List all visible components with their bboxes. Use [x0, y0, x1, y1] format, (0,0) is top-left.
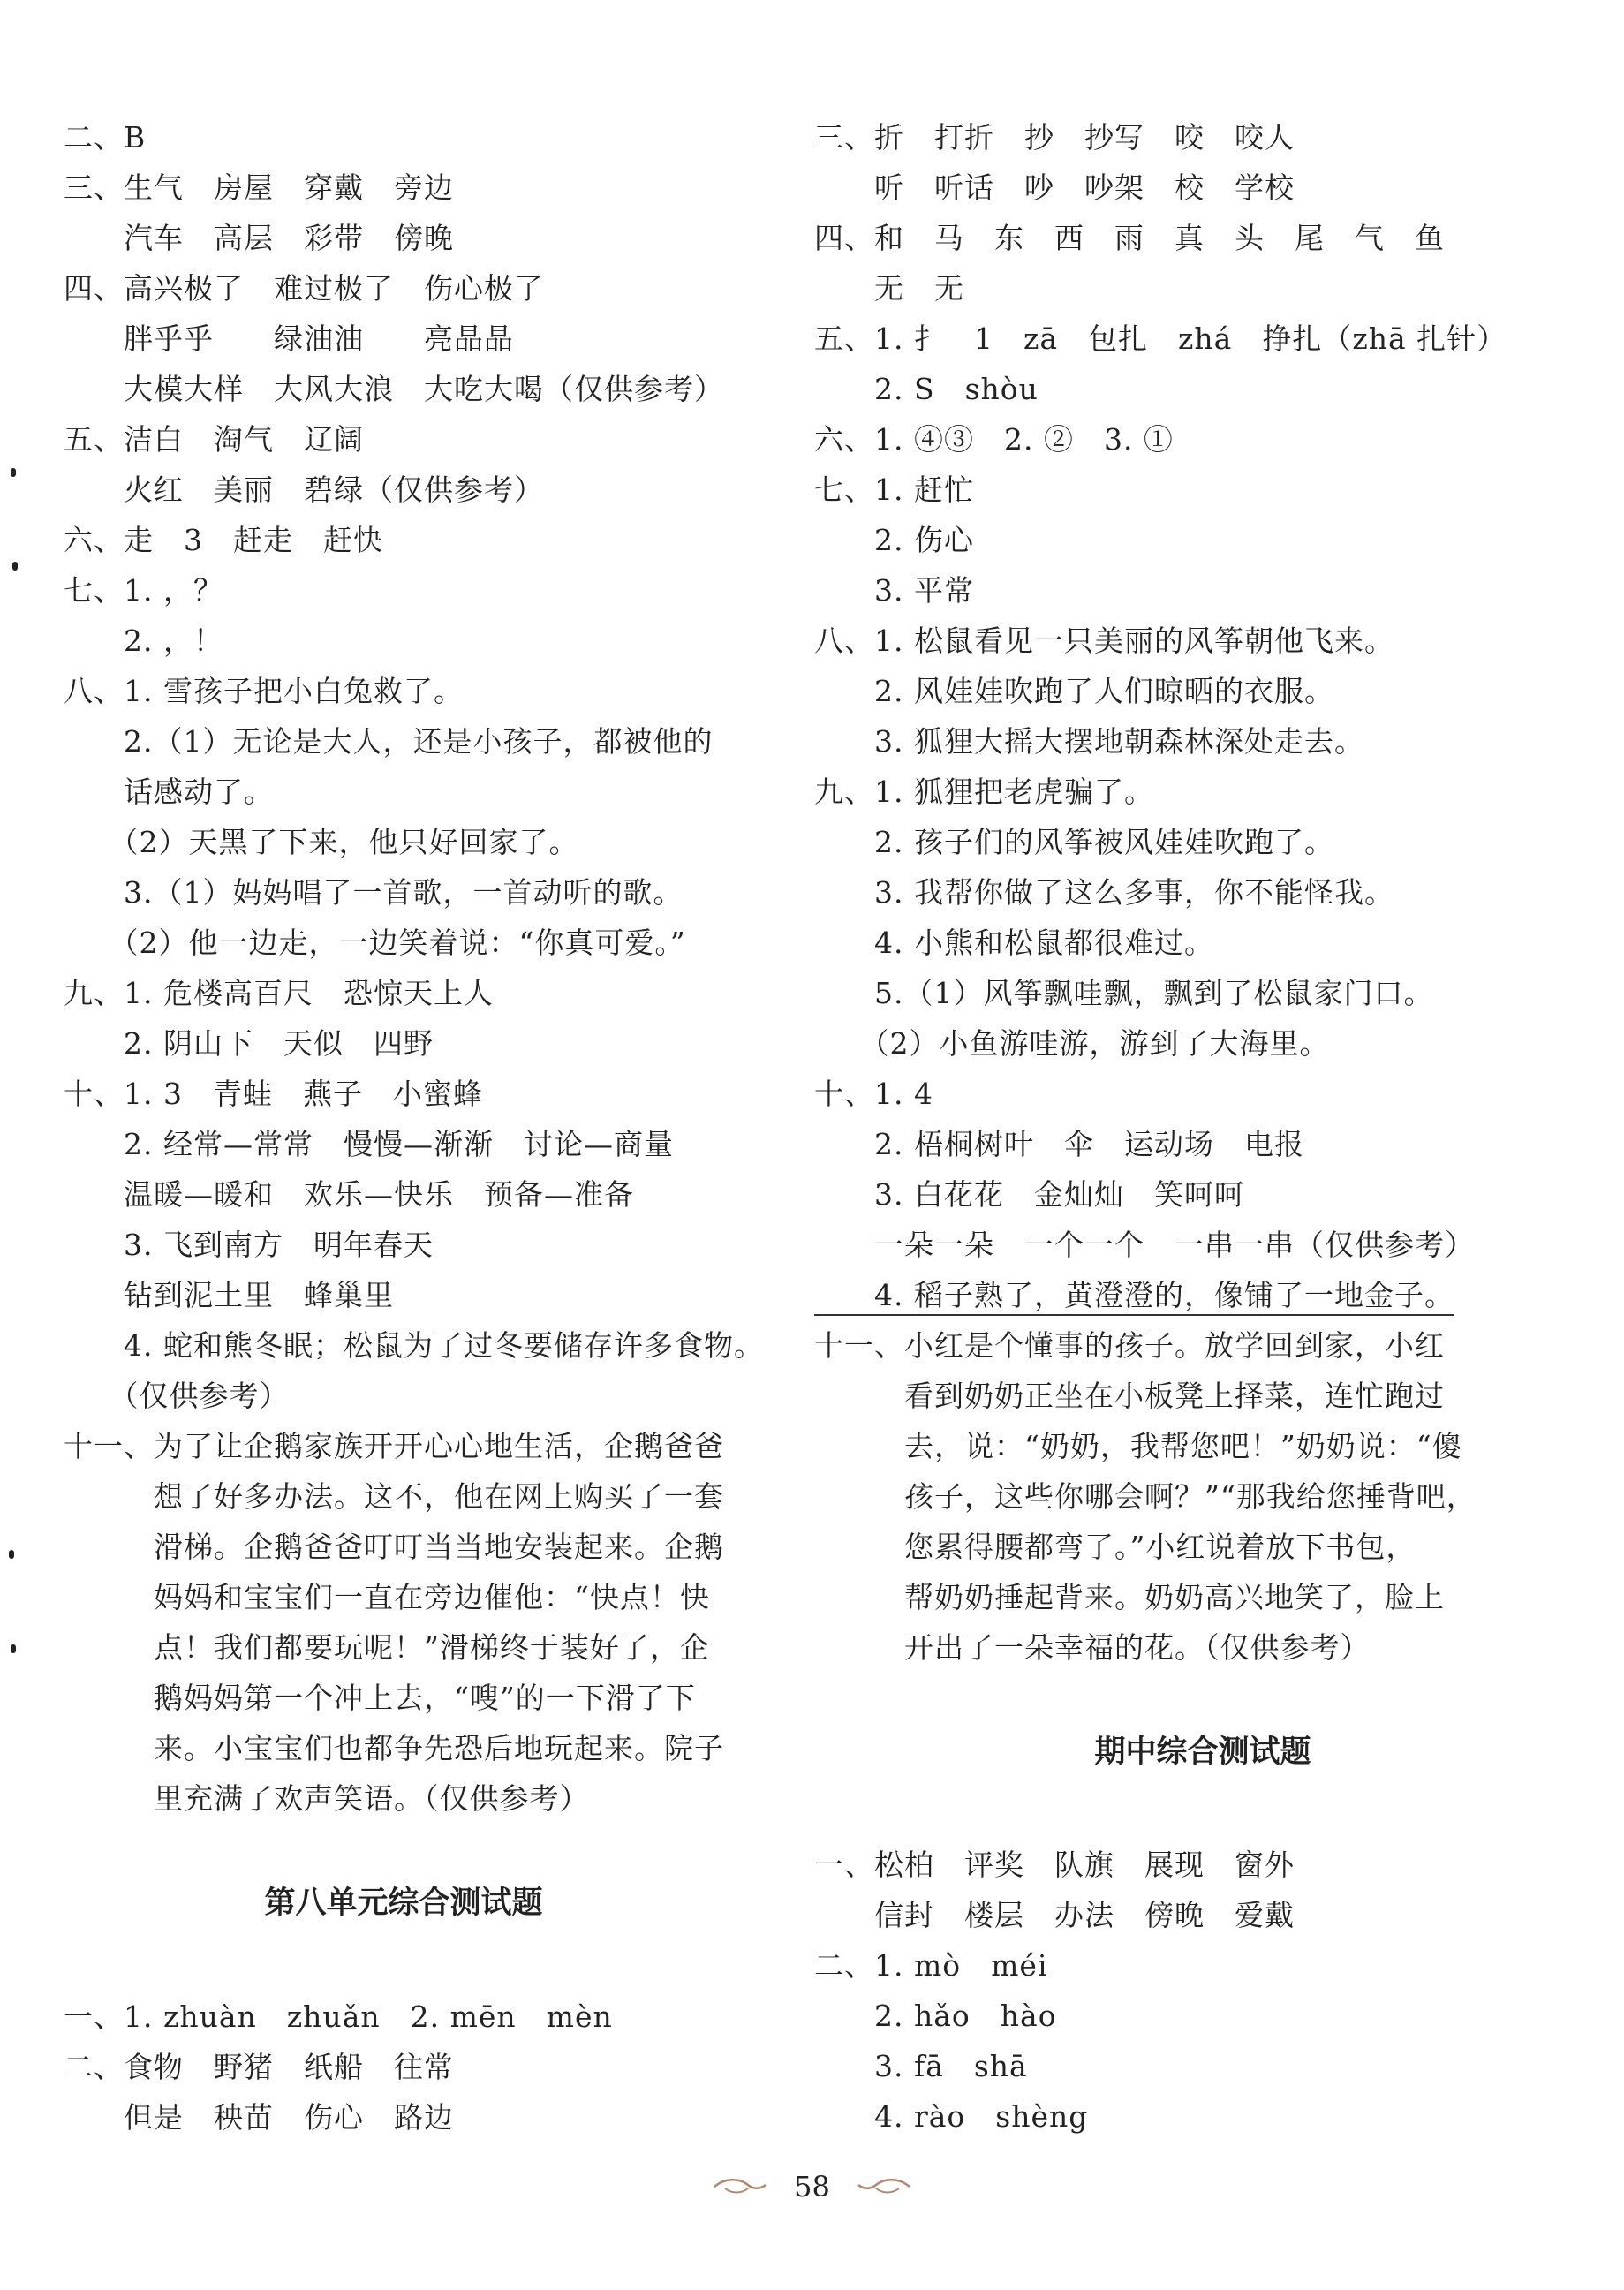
- scan-speck: [11, 1644, 16, 1653]
- answer-line: 一、1. zhuàn zhuǎn 2. mēn mèn: [64, 1999, 613, 2034]
- answer-line: 十一、为了让企鹅家族开开心心地生活，企鹅爸爸: [64, 1429, 724, 1463]
- answer-line: 2. 伤心: [814, 523, 974, 557]
- answer-line: 点！我们都要玩呢！”滑梯终于装好了，企: [64, 1630, 710, 1665]
- scan-speck: [11, 468, 16, 477]
- answer-line: 里充满了欢声笑语。（仅供参考）: [64, 1781, 590, 1816]
- answer-line: 妈妈和宝宝们一直在旁边催他：“快点！快: [64, 1580, 710, 1614]
- answer-line: 5.（1）风筝飘哇飘，飘到了松鼠家门口。: [814, 976, 1434, 1010]
- answer-line: （2）小鱼游哇游，游到了大海里。: [814, 1026, 1330, 1061]
- answer-line: 4. 蛇和熊冬眠；松鼠为了过冬要储存许多食物。: [64, 1328, 764, 1363]
- answer-line: 信封 楼层 办法 傍晚 爱戴: [814, 1898, 1295, 1932]
- answer-line: 四、高兴极了 难过极了 伤心极了: [64, 271, 544, 306]
- answer-line: 开出了一朵幸福的花。（仅供参考）: [814, 1630, 1371, 1665]
- underlined-answer: 4. 稻子熟了，黄澄澄的，像铺了一地金子。: [814, 1278, 1454, 1316]
- answer-line: 十、1. 4: [814, 1077, 933, 1111]
- answer-line: （2）天黑了下来，他只好回家了。: [64, 825, 579, 859]
- answer-line: 五、洁白 淘气 辽阔: [64, 422, 364, 457]
- scan-speck: [9, 1550, 14, 1559]
- answer-line: 2. hǎo hào: [814, 1999, 1057, 2033]
- section-heading: 第八单元综合测试题: [264, 1886, 543, 1921]
- answer-line: 无 无: [814, 271, 964, 306]
- answer-line: 九、1. 危楼高百尺 恐惊天上人: [64, 976, 494, 1010]
- answer-line: 五、1. 扌 1 zā 包扎 zhá 挣扎（zhā 扎针）: [814, 321, 1507, 356]
- answer-line: 七、1. ，？: [64, 573, 223, 608]
- answer-line: 想了好多办法。这不，他在网上购买了一套: [64, 1479, 724, 1514]
- answer-line: 3. 飞到南方 明年春天: [64, 1228, 434, 1262]
- answer-line: 看到奶奶正坐在小板凳上择菜，连忙跑过: [814, 1379, 1445, 1413]
- answer-line: 但是 秧苗 伤心 路边: [64, 2100, 454, 2135]
- answer-line: 二、1. mò méi: [814, 1948, 1048, 1983]
- right-ornament-icon: [857, 2176, 911, 2197]
- section-heading: 期中综合测试题: [1094, 1735, 1311, 1770]
- answer-line: 大模大样 大风大浪 大吃大喝（仅供参考）: [64, 372, 724, 406]
- answer-line: 2. 孩子们的风筝被风娃娃吹跑了。: [814, 825, 1334, 859]
- left-ornament-icon: [713, 2176, 767, 2197]
- answer-line: 温暖—暖和 欢乐—快乐 预备—准备: [64, 1177, 634, 1212]
- answer-line: 十、1. 3 青蛙 燕子 小蜜蜂: [64, 1077, 483, 1111]
- answer-line: （2）他一边走，一边笑着说：“你真可爱。”: [64, 926, 686, 960]
- answer-line: 鹅妈妈第一个冲上去，“嗖”的一下滑了下: [64, 1681, 696, 1715]
- answer-line: [814, 1276, 1454, 1315]
- answer-line: 九、1. 狐狸把老虎骗了。: [814, 775, 1154, 809]
- answer-line: 听 听话 吵 吵架 校 学校: [814, 170, 1295, 205]
- answer-line: 钻到泥土里 蜂巢里: [64, 1278, 394, 1312]
- answer-line: 3. 狐狸大摇大摆地朝森林深处走去。: [814, 724, 1364, 759]
- answer-line: 3. 我帮你做了这么多事，你不能怪我。: [814, 875, 1394, 910]
- answer-line: 3. fā shā: [814, 2049, 1028, 2083]
- page-number: 58: [794, 2169, 830, 2203]
- answer-line: 3. 平常: [814, 573, 974, 608]
- answer-line: 话感动了。: [64, 775, 274, 809]
- answer-line: 三、折 打折 抄 抄写 咬 咬人: [814, 120, 1295, 155]
- answer-line: 去，说：“奶奶，我帮您吧！”奶奶说：“傻: [814, 1429, 1462, 1463]
- answer-line: 2. 经常—常常 慢慢—渐渐 讨论—商量: [64, 1127, 674, 1161]
- answer-line: 2. ，！: [64, 624, 223, 658]
- answer-line: 二、食物 野猪 纸船 往常: [64, 2050, 454, 2084]
- answer-line: 您累得腰都弯了。”小红说着放下书包，: [814, 1530, 1416, 1564]
- answer-line: 4. 小熊和松鼠都很难过。: [814, 926, 1214, 960]
- answer-line: 火红 美丽 碧绿（仅供参考）: [64, 472, 544, 507]
- answer-line: 三、生气 房屋 穿戴 旁边: [64, 170, 454, 205]
- answer-line: 八、1. 松鼠看见一只美丽的风筝朝他飞来。: [814, 624, 1394, 658]
- answer-line: 汽车 高层 彩带 傍晚: [64, 221, 454, 255]
- answer-line: 六、1. ④③ 2. ② 3. ①: [814, 422, 1174, 457]
- answer-line: 来。小宝宝们也都争先恐后地玩起来。院子: [64, 1731, 724, 1765]
- answer-line: 二、B: [64, 120, 147, 155]
- answer-line: 3.（1）妈妈唱了一首歌，一首动听的歌。: [64, 875, 684, 910]
- answer-line: 2. 梧桐树叶 伞 运动场 电报: [814, 1127, 1304, 1161]
- answer-line: 六、走 3 赶走 赶快: [64, 523, 383, 557]
- answer-line: 帮奶奶捶起背来。奶奶高兴地笑了，脸上: [814, 1580, 1445, 1614]
- answer-line: 4. rào shèng: [814, 2099, 1089, 2134]
- answer-line: 一、松柏 评奖 队旗 展现 窗外: [814, 1848, 1295, 1882]
- answer-line: 孩子，这些你哪会啊？”“那我给您捶背吧，: [814, 1479, 1477, 1514]
- answer-line: 3. 白花花 金灿灿 笑呵呵: [814, 1177, 1244, 1212]
- answer-line: 2.（1）无论是大人，还是小孩子，都被他的: [64, 724, 714, 759]
- answer-line: 四、和 马 东 西 雨 真 头 尾 气 鱼: [814, 221, 1445, 255]
- answer-line: 八、1. 雪孩子把小白兔救了。: [64, 674, 464, 708]
- answer-line: 十一、小红是个懂事的孩子。放学回到家，小红: [814, 1328, 1445, 1363]
- answer-line: 2. 阴山下 天似 四野: [64, 1026, 434, 1061]
- answer-line: 一朵一朵 一个一个 一串一串（仅供参考）: [814, 1228, 1475, 1262]
- answer-line: 滑梯。企鹅爸爸叮叮当当地安装起来。企鹅: [64, 1530, 724, 1564]
- answer-line: 2. 风娃娃吹跑了人们晾晒的衣服。: [814, 674, 1334, 708]
- answer-line: 2. S shòu: [814, 372, 1039, 406]
- answer-line: 七、1. 赶忙: [814, 472, 974, 507]
- scan-speck: [12, 562, 18, 571]
- answer-line: （仅供参考）: [64, 1379, 290, 1413]
- page-footer: [0, 2162, 1624, 2206]
- answer-line: 胖乎乎 绿油油 亮晶晶: [64, 321, 514, 356]
